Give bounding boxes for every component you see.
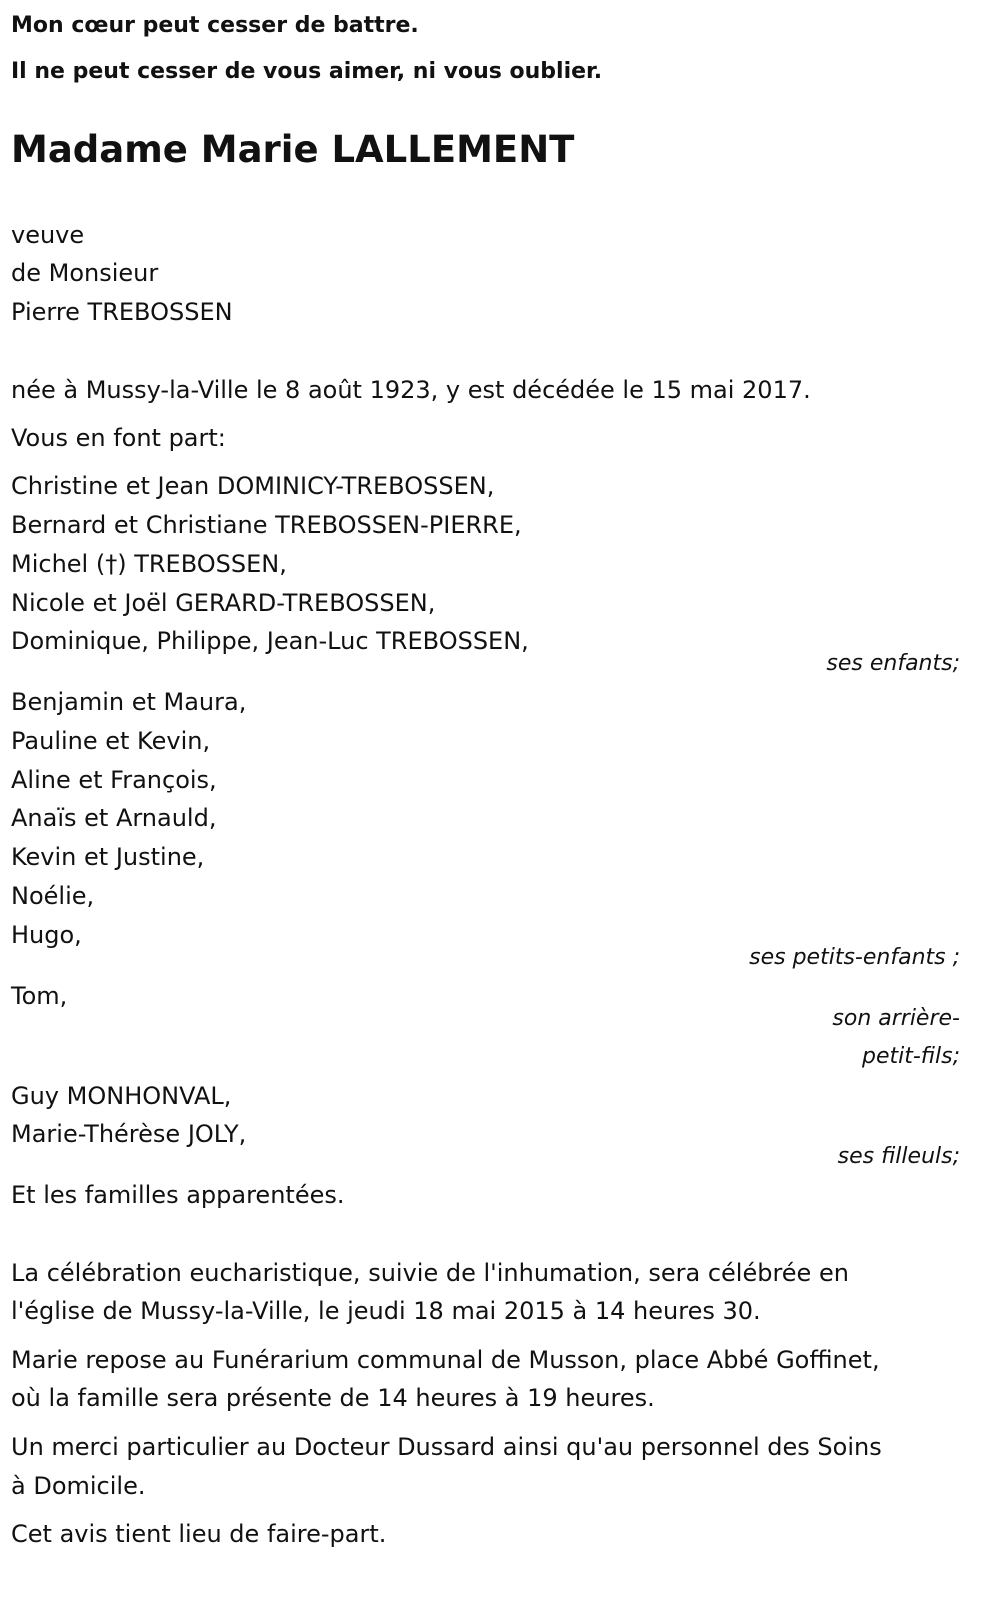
birth-death-line: née à Mussy-la-Ville le 8 août 1923, y est décédée le 15 mai 2017. bbox=[11, 376, 811, 404]
ceremony-line: l'église de Mussy-la-Ville, le jeudi 18 mai 2015 à 14 heures 30. bbox=[11, 1297, 761, 1325]
spouse-line: veuve bbox=[11, 221, 85, 249]
grandchild-entry: Noélie, bbox=[11, 882, 95, 910]
spouse-line: de Monsieur bbox=[11, 259, 159, 287]
godchild-entry: Guy MONHONVAL, bbox=[11, 1082, 232, 1110]
deceased-name-title: Madame Marie LALLEMENT bbox=[11, 128, 575, 171]
godchild-entry: Marie-Thérèse JOLY, bbox=[11, 1120, 247, 1148]
announce-line: Vous en font part: bbox=[11, 424, 226, 452]
epigraph-line: Il ne peut cesser de vous aimer, ni vous oublier. bbox=[11, 59, 603, 84]
grandchild-entry: Benjamin et Maura, bbox=[11, 688, 247, 716]
grandchild-entry: Kevin et Justine, bbox=[11, 843, 205, 871]
great-grandchildren-label: son arrière- bbox=[832, 1006, 960, 1031]
thanks-line: à Domicile. bbox=[11, 1472, 146, 1500]
funerarium-line: Marie repose au Funérarium communal de Musson, place Abbé Goffinet, bbox=[11, 1346, 880, 1374]
great-grandchild-entry: Tom, bbox=[11, 982, 68, 1010]
great-grandchildren-label: petit-fils; bbox=[861, 1044, 960, 1069]
grandchildren-label: ses petits-enfants ; bbox=[749, 945, 960, 970]
closing-line: Cet avis tient lieu de faire-part. bbox=[11, 1520, 387, 1548]
families-line: Et les familles apparentées. bbox=[11, 1181, 345, 1209]
grandchild-entry: Anaïs et Arnauld, bbox=[11, 804, 217, 832]
spouse-line: Pierre TREBOSSEN bbox=[11, 298, 233, 326]
funerarium-line: où la famille sera présente de 14 heures à 19 heures. bbox=[11, 1384, 655, 1412]
child-entry: Nicole et Joël GERARD-TREBOSSEN, bbox=[11, 589, 436, 617]
child-entry: Michel (†) TREBOSSEN, bbox=[11, 550, 287, 578]
grandchild-entry: Hugo, bbox=[11, 921, 82, 949]
epigraph-line: Mon cœur peut cesser de battre. bbox=[11, 13, 419, 38]
thanks-line: Un merci particulier au Docteur Dussard ainsi qu'au personnel des Soins bbox=[11, 1433, 882, 1461]
child-entry: Bernard et Christiane TREBOSSEN-PIERRE, bbox=[11, 511, 522, 539]
children-label: ses enfants; bbox=[826, 651, 960, 676]
grandchild-entry: Aline et François, bbox=[11, 766, 217, 794]
child-entry: Christine et Jean DOMINICY-TREBOSSEN, bbox=[11, 472, 495, 500]
child-entry: Dominique, Philippe, Jean-Luc TREBOSSEN, bbox=[11, 627, 529, 655]
grandchild-entry: Pauline et Kevin, bbox=[11, 727, 211, 755]
ceremony-line: La célébration eucharistique, suivie de l'inhumation, sera célébrée en bbox=[11, 1259, 849, 1287]
godchildren-label: ses filleuls; bbox=[837, 1144, 960, 1169]
